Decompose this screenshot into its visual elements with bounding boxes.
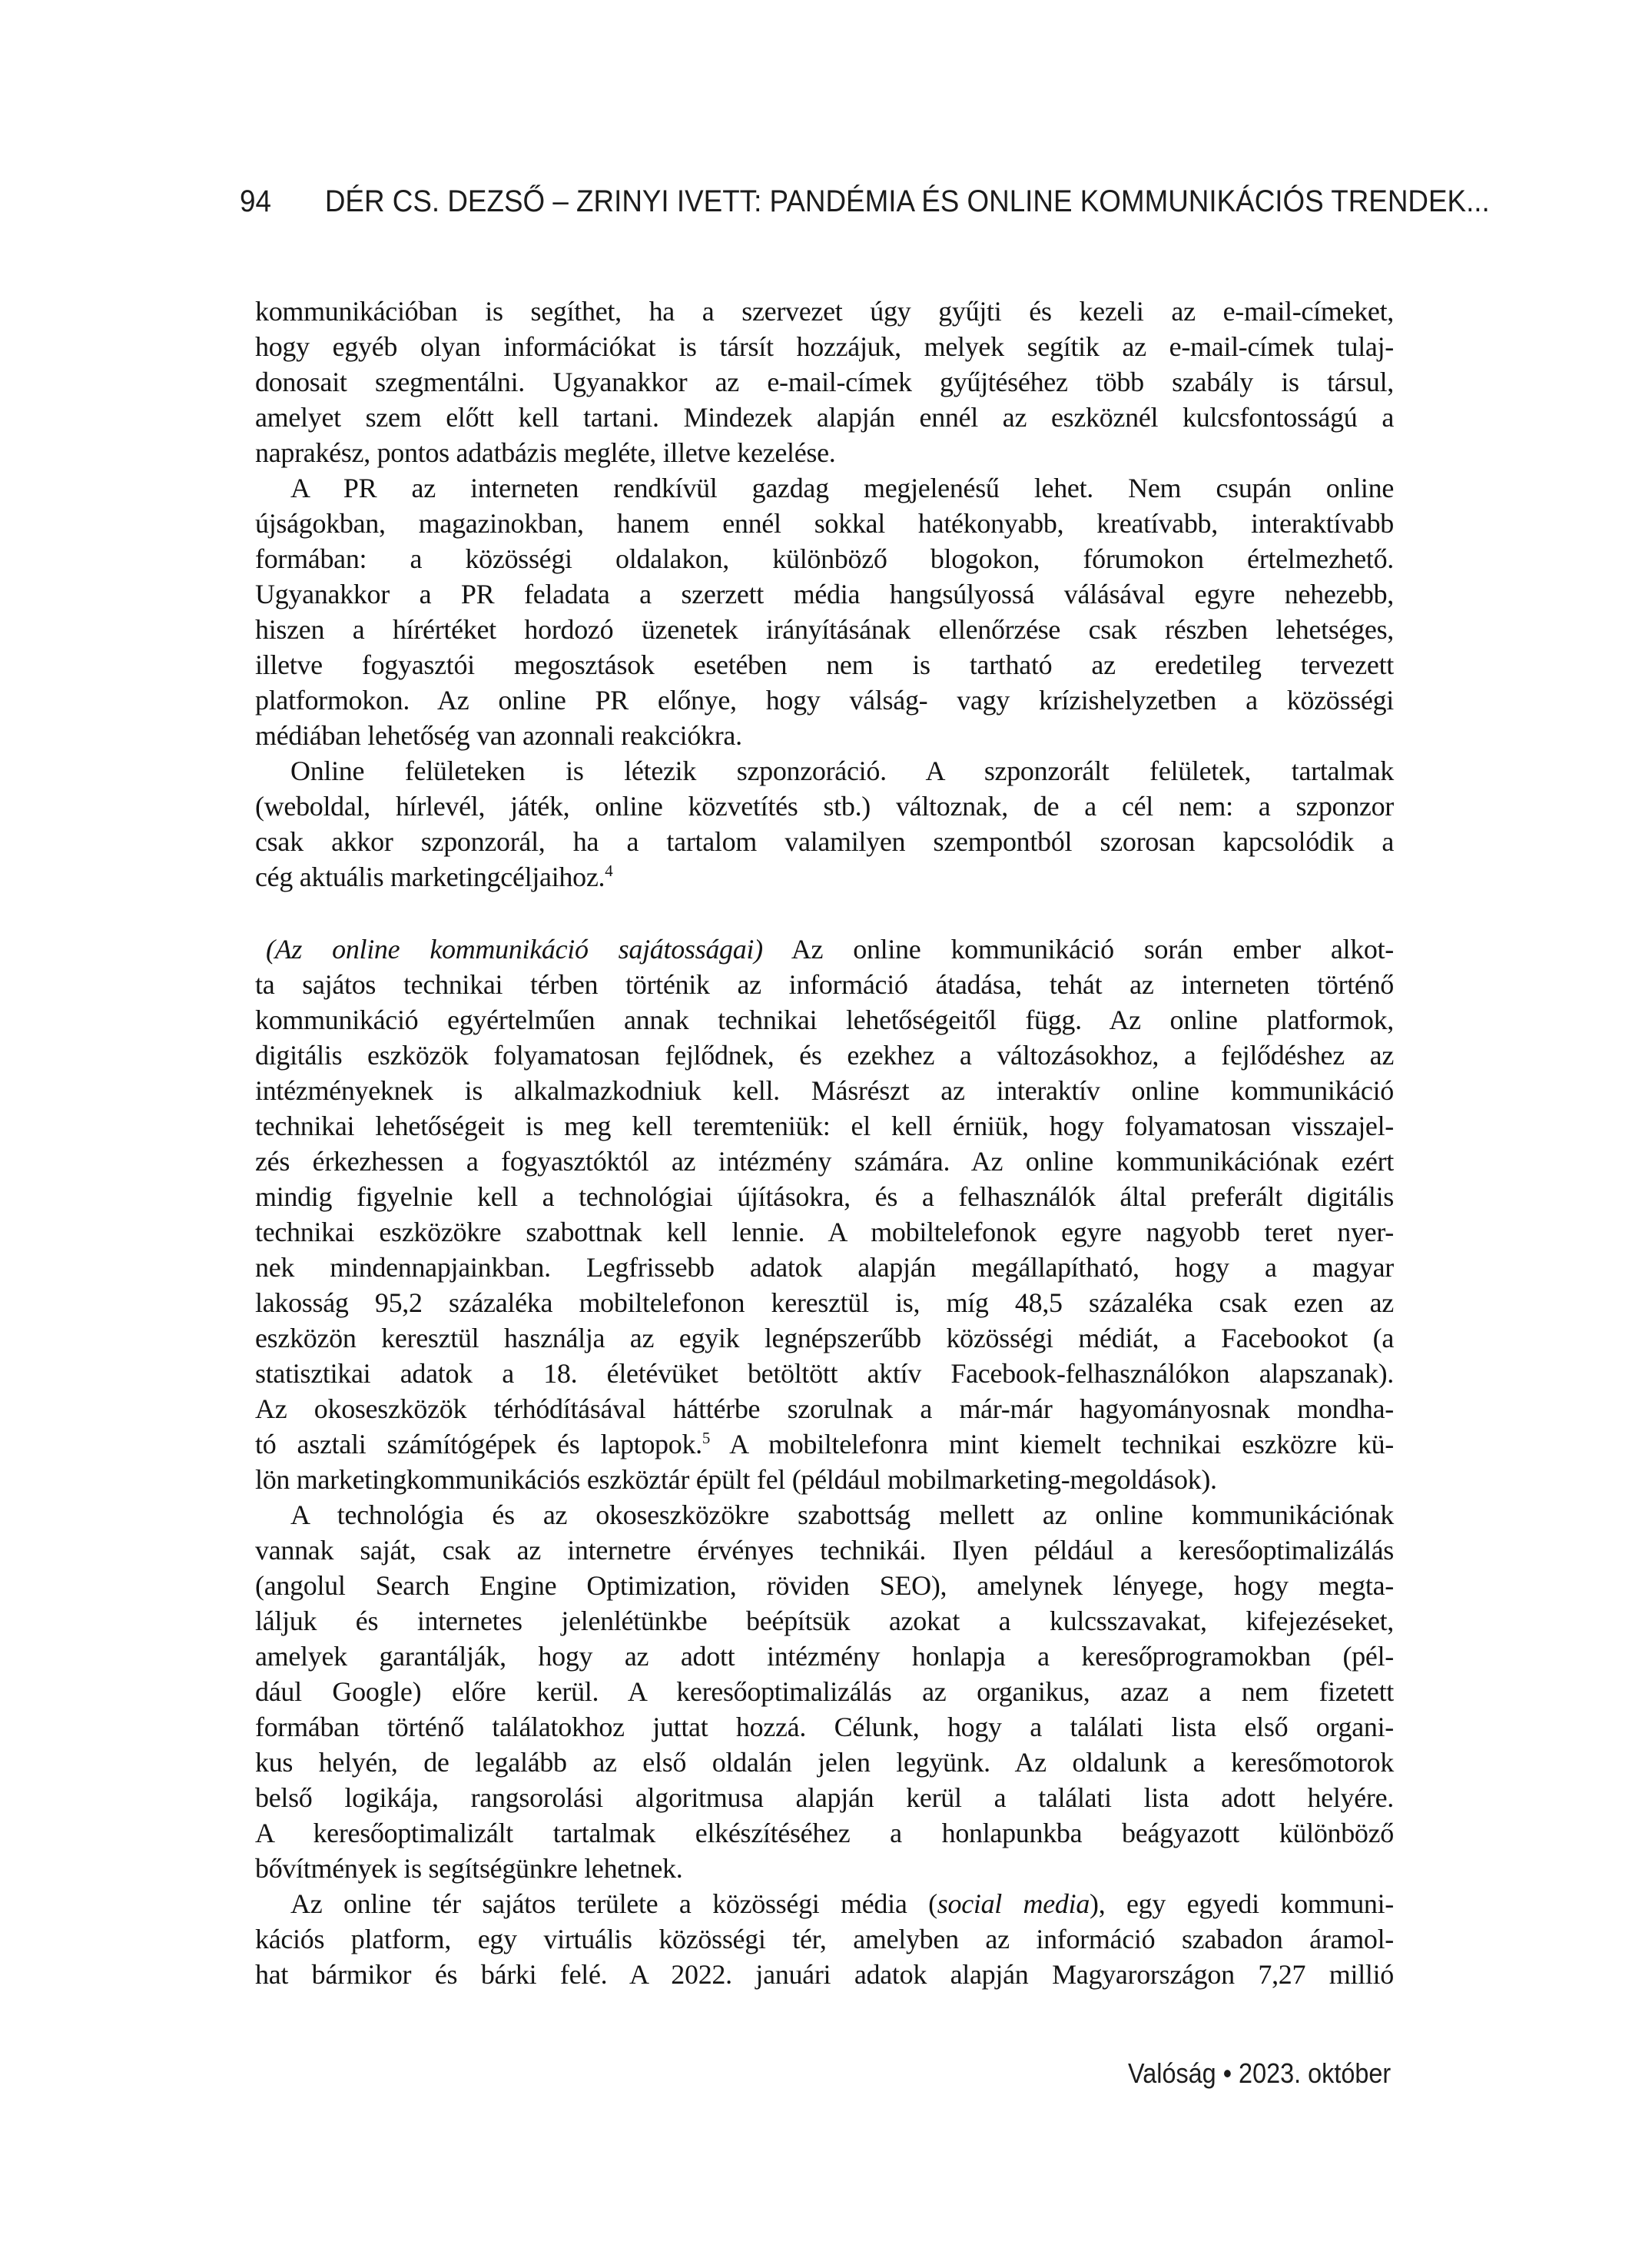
- text-line: Az okoseszközök térhódításával háttérbe szorulnak a már-már hagyományosnak mondha-: [255, 1393, 1394, 1424]
- text-line: belső logikája, rangsorolási algoritmusa alapján kerül a találati lista adott helyére.: [255, 1782, 1394, 1813]
- text-line: lön marketingkommunikációs eszköztár épült fel (például mobilmarketing-megoldások).: [255, 1464, 1217, 1495]
- text-line: lakosság 95,2 százaléka mobiltelefonon keresztül is, míg 48,5 százaléka csak ezen az: [255, 1287, 1394, 1318]
- text-line: eszközön keresztül használja az egyik legnépszerűbb közösségi médiát, a Facebookot (a: [255, 1323, 1394, 1353]
- text-segment: cég aktuális marketingcéljaihoz.: [255, 862, 605, 892]
- page-footer: [1099, 2057, 1391, 2090]
- text-line: csak akkor szponzorál, ha a tartalom valamilyen szempontból szorosan kapcsolódik a: [255, 826, 1394, 857]
- text-line: (angolul Search Engine Optimization, röviden SEO), amelynek lényege, hogy megta-: [255, 1570, 1394, 1601]
- text-line: formában történő találatokhoz juttat hozzá. Célunk, hogy a találati lista első organi-: [255, 1712, 1394, 1742]
- text-line: [255, 1426, 1394, 1462]
- text-line: intézményeknek is alkalmazkodniuk kell. Másrészt az interaktív online kommunikáció: [255, 1075, 1394, 1106]
- text-segment: Az online kommunikáció során ember alkot-: [762, 934, 1394, 965]
- text-line: [255, 931, 1394, 967]
- text-line: vannak saját, csak az internetre érvényes technikái. Ilyen például a keresőoptimalizálás: [255, 1535, 1394, 1566]
- text-line: A technológia és az okoseszközökre szabottság mellett az online kommunikációnak: [290, 1499, 1394, 1530]
- text-line: Online felületeken is létezik szponzoráció. A szponzorált felületek, tartalmak: [290, 755, 1394, 786]
- text-line: amelyek garantálják, hogy az adott intézmény honlapja a keresőprogramokban (pél-: [255, 1641, 1394, 1672]
- text-line: ta sajátos technikai térben történik az információ átadása, tehát az interneten történő: [255, 969, 1394, 1000]
- text-line: statisztikai adatok a 18. életévüket betöltött aktív Facebook-felhasználókon alapszanak).: [255, 1358, 1394, 1389]
- text-segment: A mobiltelefonra mint kiemelt technikai eszközre kü-: [709, 1429, 1394, 1459]
- text-line: technikai eszközökre szabottnak kell lennie. A mobiltelefonok egyre nagyobb teret nyer-: [255, 1217, 1394, 1247]
- article-body: [255, 294, 1394, 1992]
- text-line: újságokban, magazinokban, hanem ennél sokkal hatékonyabb, kreatívabb, interaktívabb: [255, 508, 1394, 539]
- text-line: A keresőoptimalizált tartalmak elkészítéséhez a honlapunkba beágyazott különböző: [255, 1818, 1394, 1848]
- text-line: digitális eszközök folyamatosan fejlődnek, és ezekhez a változásokhoz, a fejlődéshez az: [255, 1040, 1394, 1071]
- paragraph: [255, 294, 1394, 470]
- text-line: hogy egyéb olyan információkat is társít hozzájuk, melyek segítik az e-mail-címek tulaj-: [255, 331, 1394, 362]
- text-line: kommunikációban is segíthet, ha a szervezet úgy gyűjti és kezeli az e-mail-címeket,: [255, 296, 1394, 327]
- text-line: nek mindennapjainkban. Legfrissebb adatok alapján megállapítható, hogy a magyar: [255, 1252, 1394, 1283]
- text-line: mindig figyelnie kell a technológiai újításokra, és a felhasználók által preferált digitális: [255, 1181, 1394, 1212]
- text-line: kus helyén, de legalább az első oldalán jelen legyünk. Az oldalunk a keresőmotorok: [255, 1747, 1394, 1778]
- text-segment: ), egy egyedi kommuni-: [1090, 1888, 1394, 1919]
- text-line: [255, 1886, 1394, 1921]
- page-header: [240, 184, 1490, 219]
- text-line: Ugyanakkor a PR feladata a szerzett média hangsúlyossá válásával egyre nehezebb,: [255, 579, 1394, 609]
- text-line: médiában lehetőség van azonnali reakciókra.: [255, 720, 742, 751]
- journal-issue: Valóság • 2023. október: [1127, 2057, 1391, 2089]
- text-line: naprakész, pontos adatbázis megléte, illetve kezelése.: [255, 437, 836, 468]
- text-line: hiszen a hírértéket hordozó üzenetek irányításának ellenőrzése csak részben lehetséges,: [255, 614, 1394, 645]
- text-line: (weboldal, hírlevél, játék, online közvetítés stb.) változnak, de a cél nem: a szponzor: [255, 791, 1394, 822]
- text-line: hat bármikor és bárki felé. A 2022. januári adatok alapján Magyarországon 7,27 millió: [255, 1959, 1394, 1990]
- text-line: bővítmények is segítségünkre lehetnek.: [255, 1853, 683, 1884]
- page-number: 94: [240, 184, 271, 218]
- text-line: [255, 859, 1394, 895]
- paragraph-section: [255, 931, 1394, 1497]
- paragraph: [255, 1886, 1394, 1992]
- text-line: amelyet szem előtt kell tartani. Mindezek alapján ennél az eszköznél kulcsfontosságú a: [255, 402, 1394, 433]
- text-segment: tó asztali számítógépek és laptopok.: [255, 1429, 702, 1459]
- text-line: formában: a közösségi oldalakon, különböző blogokon, fórumokon értelmezhető.: [255, 543, 1394, 574]
- text-line: donosait szegmentálni. Ugyanakkor az e-mail-címek gyűjtéséhez több szabály is társul,: [255, 367, 1394, 397]
- text-line: dául Google) előre kerül. A keresőoptimalizálás az organikus, azaz a nem fizetett: [255, 1676, 1394, 1707]
- text-line: zés érkezhessen a fogyasztóktól az intézmény számára. Az online kommunikációnak ezért: [255, 1146, 1394, 1177]
- italic-term: social media: [937, 1888, 1090, 1919]
- header-line: [240, 184, 1490, 219]
- footnote-marker-4: 4: [605, 862, 613, 880]
- text-segment: Az online tér sajátos területe a közösségi média (: [290, 1888, 937, 1919]
- text-line: platformokon. Az online PR előnye, hogy válság- vagy krízishelyzetben a közösségi: [255, 685, 1394, 716]
- paragraph: [255, 470, 1394, 753]
- running-title: DÉR CS. DEZSŐ – ZRINYI IVETT: PANDÉMIA ÉS ONLINE KOMMUNIKÁCIÓS TRENDEK...: [324, 184, 1490, 218]
- text-line: illetve fogyasztói megosztások esetében nem is tartható az eredetileg tervezett: [255, 649, 1394, 680]
- text-line: kációs platform, egy virtuális közösségi tér, amelyben az információ szabadon áramol-: [255, 1924, 1394, 1954]
- paragraph: [255, 753, 1394, 895]
- text-line: láljuk és internetes jelenlétünkbe beépítsük azokat a kulcsszavakat, kifejezéseket,: [255, 1606, 1394, 1636]
- footnote-marker-5: 5: [702, 1429, 710, 1447]
- section-title-italic: (Az online kommunikáció sajátosságai): [266, 934, 763, 965]
- text-line: kommunikáció egyértelműen annak technikai lehetőségeitől függ. Az online platformok,: [255, 1004, 1394, 1035]
- text-line: A PR az interneten rendkívül gazdag megjelenésű lehet. Nem csupán online: [290, 473, 1394, 503]
- text-line: technikai lehetőségeit is meg kell teremteniük: el kell érniük, hogy folyamatosan visszajel-: [255, 1111, 1394, 1141]
- paragraph: [255, 1497, 1394, 1886]
